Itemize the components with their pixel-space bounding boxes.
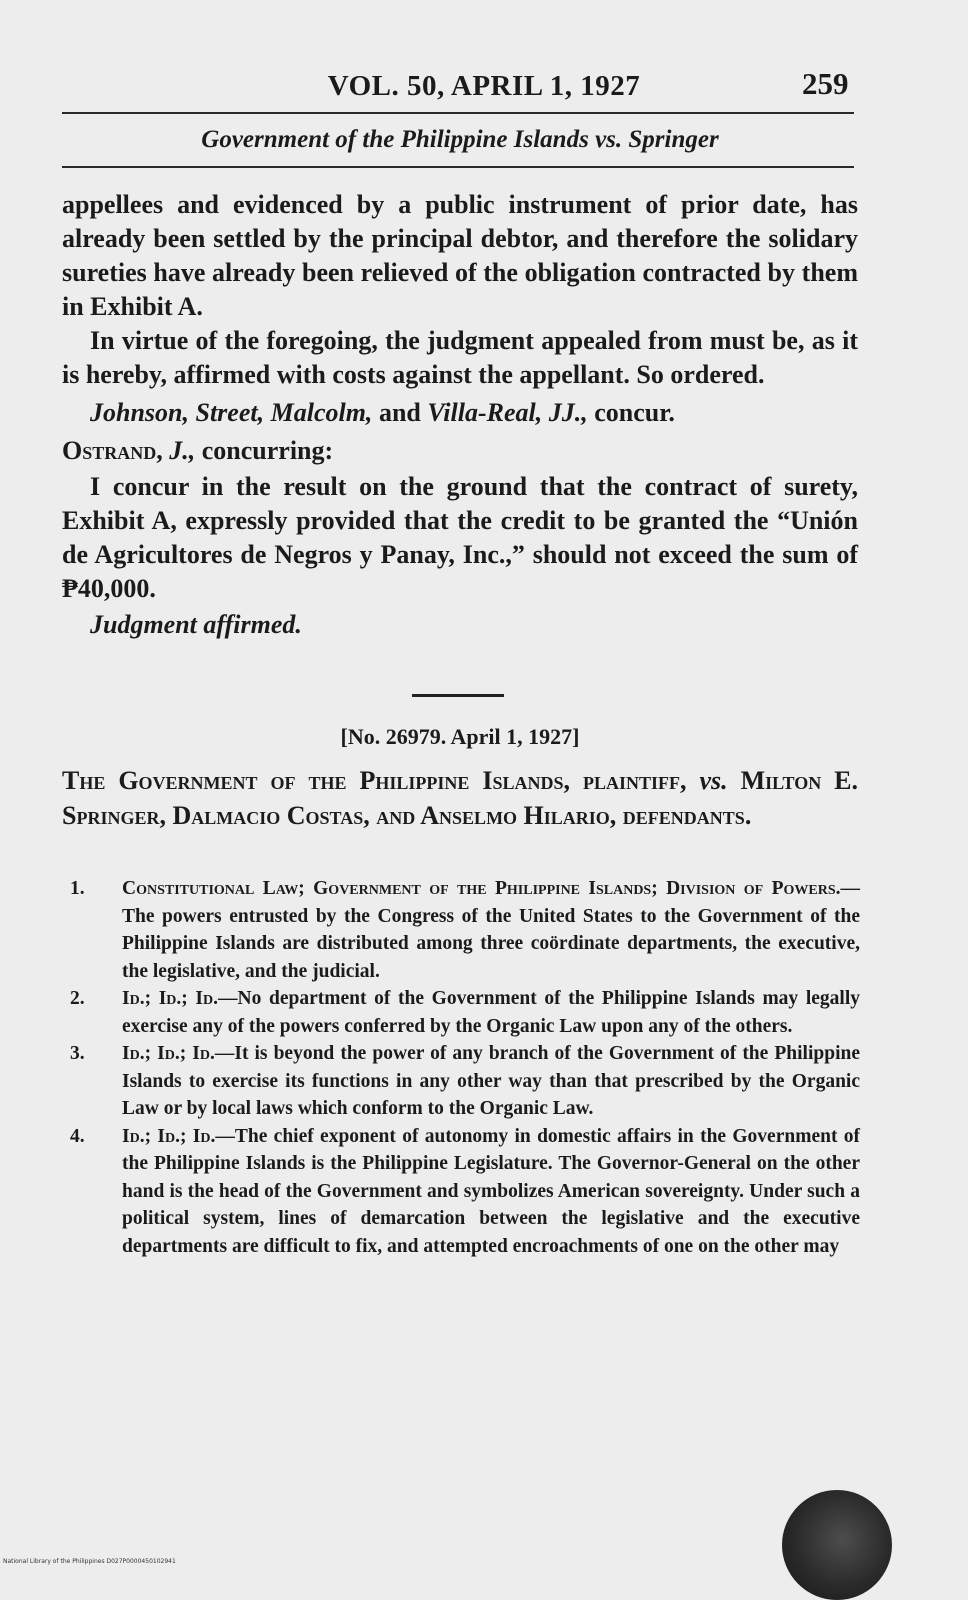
syllabus-number: 1. [70,878,85,899]
scanner-thumb-shadow [782,1490,892,1600]
case-vs: vs. [699,766,728,795]
concurring-justice-villa: Villa-Real, JJ., [427,398,588,427]
concurrence-line [62,396,858,430]
case-parties-plaintiff: The Government of the Philippine Islands, plaintiff, [62,766,687,795]
opinion-body [62,188,858,642]
separate-opinion-heading [62,434,858,468]
syllabus-number: 2. [70,988,85,1009]
header-rule-top [62,112,854,114]
running-title: Government of the Philippine Islands vs. Springer [201,126,719,153]
ostrand-concurring: concurring: [201,436,334,465]
syllabus-item [70,985,860,1040]
syllabus [70,875,860,1260]
case-title [62,763,858,833]
syllabus-heading: Id.; Id.; Id. [122,988,219,1009]
syllabus-heading: Id.; Id.; Id. [122,1043,215,1064]
so-ordered: So ordered. [636,360,765,389]
header-rule-bottom [62,166,854,168]
page-number: 259 [802,66,849,101]
syllabus-text [122,1040,860,1123]
judgment-line: Judgment affirmed. [90,610,302,639]
syllabus-item [70,1040,860,1123]
paragraph-concurrence: I concur in the result on the ground that the contract of surety, Exhibit A, expressly provided that the credit to be granted the “Unión de Agricultores de Negros y Panay, Inc.,” should not exceed the sum of ₱40,000. [62,472,858,603]
disposition-text: In virtue of the foregoing, the judgment appealed from must be, as it is hereby, affirmed with costs against the appellant. [62,326,858,389]
syllabus-item [70,875,860,985]
syllabus-body: —It is beyond the power of any branch of the Government of the Philippine Islands to exercise its functions in any other way than that prescribed by the Organic Law or by local laws which conform to the Organic Law. [122,1043,860,1119]
volume-header: VOL. 50, APRIL 1, 1927 [327,70,641,102]
concur-word: concur. [594,398,675,427]
syllabus-body: —The chief exponent of autonomy in domestic affairs in the Government of the Philippine Islands is the Philippine Legislature. The Governor-General on the other hand is the head of the Government and symbolizes American sovereignty. Under such a political system, lines of demarcation between the legislative and the executive departments are difficult to fix, and attempted encroachments of one on the other may [122,1125,860,1257]
syllabus-text [122,1123,860,1261]
section-divider [412,694,504,697]
syllabus-heading: Id.; Id.; Id. [122,1125,216,1147]
concur-and: and [378,398,421,427]
case-parties-defendants: Milton E. Springer, Dalmacio Costas, and Anselmo Hilario, defendants. [62,766,859,830]
syllabus-number: 3. [70,1043,85,1064]
concurring-justices: Johnson, Street, Malcolm, [90,398,373,427]
paragraph-disposition [62,324,858,392]
case-number: [No. 26979. April 1, 1927] [340,724,580,749]
syllabus-text [122,985,860,1040]
syllabus-body: —No department of the Government of the Philippine Islands may legally exercise any of the powers conferred by the Organic Law upon any of the others. [122,988,860,1037]
paragraph-continuation: appellees and evidenced by a public instrument of prior date, has already been settled by the principal debtor, and therefore the solidary sureties have already been relieved of the obligation contracted by them in Exhibit A. [62,190,858,321]
syllabus-item [70,1123,860,1261]
ostrand-name: Ostrand, [62,436,163,465]
syllabus-text [122,875,860,985]
archive-watermark: National Library of the Philippines D027P0000450102941 [3,1558,176,1565]
syllabus-body: —The powers entrusted by the Congress of the United States to the Government of the Philippine Islands are distributed among three coördinate departments, the executive, the legislative, and the judicial. [122,878,860,982]
ostrand-title: J., [169,436,196,465]
syllabus-number: 4. [70,1125,85,1147]
syllabus-heading: Constitutional Law; Government of the Philippine Islands; Division of Powers. [122,878,841,899]
